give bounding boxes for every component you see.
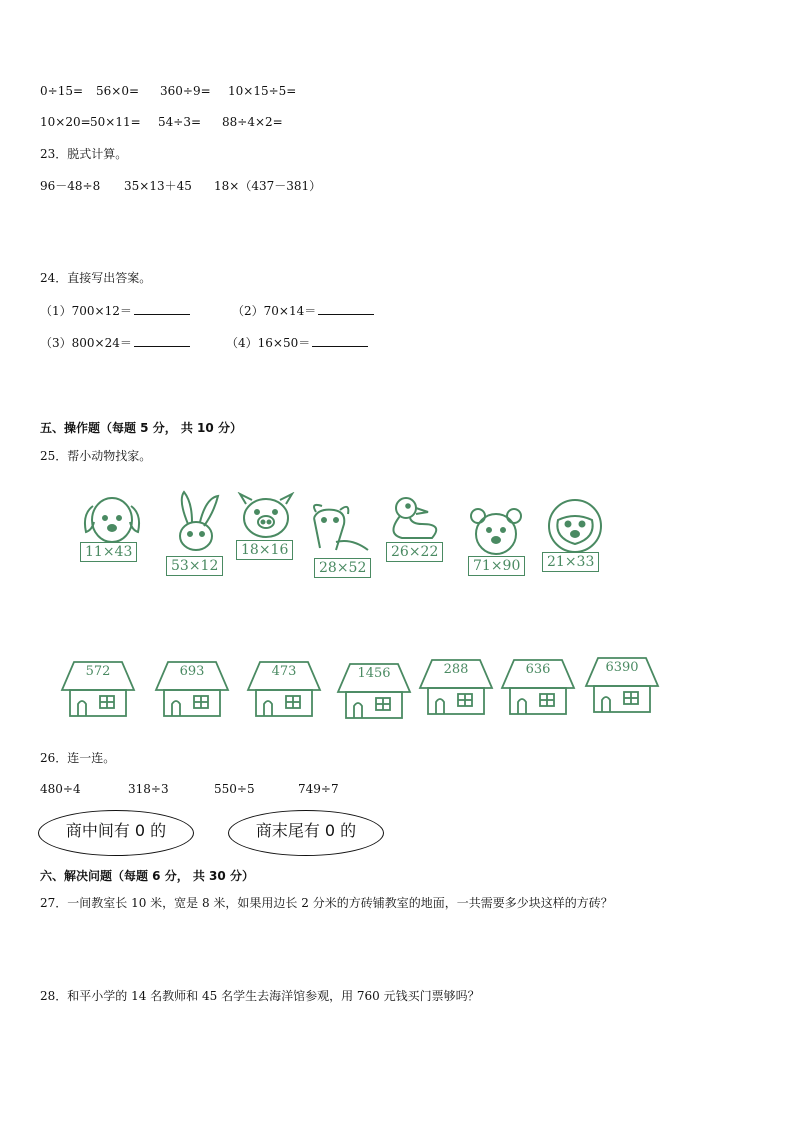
direct-answer-item [226,334,368,351]
question-24-title: 24．直接写出答案。 [40,271,152,285]
question-28-text: 28．和平小学的 14 名教师和 45 名学生去海洋馆参观，用 760 元钱买门票够吗？ [40,989,480,1003]
house-number: 6390 [605,660,639,675]
animal-sign: 11×43 [80,542,137,562]
animal-sign: 53×12 [166,556,223,576]
step-calc-item: 18×（437－381） [214,179,322,193]
monkey-icon [540,498,610,554]
bear-figure [466,506,526,574]
direct-answer-expression: （2）70×14＝ [232,304,317,318]
step-calc-item: 35×13＋45 [124,179,192,193]
house-number: 473 [271,664,297,679]
duck-figure [382,494,446,560]
direct-answer-item [40,302,190,319]
pig-icon [234,492,298,542]
question-23-title: 23．脱式计算。 [40,147,128,161]
goat-figure [306,502,372,576]
rabbit-figure [166,490,226,574]
oral-calc-item: 360÷9= [160,84,211,98]
oval-label: 商末尾有 0 的 [255,821,357,840]
animal-sign: 18×16 [236,540,293,560]
oval-end-zero[interactable] [228,810,384,856]
dog-figure [78,492,144,560]
house-number: 572 [85,664,111,679]
pig-figure [234,492,298,558]
bear-icon [466,506,526,558]
animal-sign: 71×90 [468,556,525,576]
house-number: 693 [179,664,205,679]
house-number: 1456 [357,666,391,681]
direct-answer-item [232,302,374,319]
duck-icon [382,494,446,544]
division-item[interactable]: 550÷5 [214,782,255,796]
direct-answer-item [40,334,190,351]
question-27-text: 27．一间教室长 10 米，宽是 8 米，如果用边长 2 分米的方砖铺教室的地面，一共需要多少块这样的方砖？ [40,896,613,910]
animal-sign: 28×52 [314,558,371,578]
answer-blank[interactable] [134,334,190,347]
house [500,656,576,716]
section-6-title: 六、解决问题（每题 6 分， 共 30 分） [40,869,254,883]
oral-calc-item: 88÷4×2= [222,115,283,129]
oval-label: 商中间有 0 的 [65,821,167,840]
house-number: 636 [525,662,551,677]
monkey-figure [540,498,610,570]
question-25-title: 25．帮小动物找家。 [40,449,152,463]
house [154,658,230,718]
division-item[interactable]: 480÷4 [40,782,81,796]
oral-calc-item: 10×20= [40,115,91,129]
oral-calc-item: 10×15÷5= [228,84,297,98]
direct-answer-expression: （4）16×50＝ [226,336,311,350]
house-number: 288 [443,662,469,677]
oral-calc-item: 56×0= [96,84,140,98]
house [246,658,322,718]
step-calc-item: 96－48÷8 [40,179,101,193]
division-item[interactable]: 318÷3 [128,782,169,796]
house [418,656,494,716]
section-5-title: 五、操作题（每题 5 分， 共 10 分） [40,421,242,435]
direct-answer-expression: （3）800×24＝ [40,336,132,350]
oral-calc-item: 54÷3= [158,115,202,129]
house [584,654,660,714]
oral-calc-item: 0÷15= [40,84,84,98]
house [60,658,136,718]
answer-blank[interactable] [312,334,368,347]
answer-blank[interactable] [134,302,190,315]
answer-blank[interactable] [318,302,374,315]
goat-icon [306,502,372,562]
oral-calc-item: 50×11= [90,115,141,129]
rabbit-icon [166,490,226,558]
animal-sign: 21×33 [542,552,599,572]
division-item[interactable]: 749÷7 [298,782,339,796]
house [336,660,412,720]
direct-answer-expression: （1）700×12＝ [40,304,132,318]
question-26-title: 26．连一连。 [40,751,116,765]
oval-middle-zero[interactable] [38,810,194,856]
animal-sign: 26×22 [386,542,443,562]
